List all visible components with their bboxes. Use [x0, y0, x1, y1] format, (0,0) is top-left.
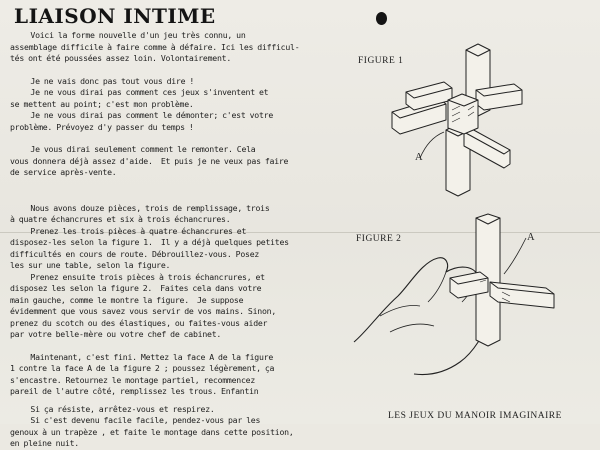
text-line: pareil de l'autre côté, remplissez les trous. Enfantin: [10, 386, 259, 396]
text-line: Prenez les trois pièces à quatre échancrures et: [10, 225, 247, 236]
publisher-footer: LES JEUX DU MANOIR IMAGINAIRE: [388, 411, 562, 421]
text-line: main gauche, comme le montre la figure. Je suppose: [10, 294, 244, 305]
paragraph-pieces: [10, 203, 305, 341]
text-line: Je ne vous dirai pas comment ces jeux s'inventent et: [10, 87, 269, 97]
text-line: vous donnera déjà assez d'aide. Et puis je ne veux pas faire: [10, 155, 289, 166]
text-line: Je ne vous dirai pas comment le démonter; c'est votre: [10, 110, 273, 120]
text-line: à quatre échancrures et six à trois échancrures.: [10, 214, 231, 224]
text-line: genoux à un trapèze , et faite le montage dans cette position,: [10, 426, 294, 437]
text-line: prenez du scotch ou des élastiques, ou faites-vous aider: [10, 317, 268, 328]
text-line: difficultés en cours de route. Débrouillez-vous. Posez: [10, 248, 260, 259]
figure-2-hand-drawing: [350, 212, 560, 382]
figure-2-label: FIGURE 2: [356, 234, 402, 244]
text-line: Je ne vais donc pas tout vous dire !: [10, 75, 195, 86]
paragraph-finish: [10, 352, 305, 398]
text-line: disposez les selon la figure 2. Faites cela dans votre: [10, 283, 262, 293]
paragraph-secrets: [10, 76, 305, 134]
text-line: par votre belle-mère ou votre chef de cabinet.: [10, 329, 222, 339]
instructions-text: [10, 30, 305, 450]
text-line: tés ont été poussées assez loin. Volontairement.: [10, 53, 232, 63]
punch-hole: [376, 12, 387, 25]
figure-1-face-marker: A: [415, 152, 423, 163]
text-line: Si ça résiste, arrêtez-vous et respirez.: [10, 403, 215, 414]
text-line: les sur une table, selon la figure.: [10, 260, 171, 270]
text-line: Je vous dirai seulement comment le remonter. Cela: [10, 144, 256, 154]
text-line: en pleine nuit.: [10, 438, 79, 448]
text-line: de service après-vente.: [10, 167, 117, 177]
paragraph-closing: [10, 404, 305, 450]
document-title: LIAISON INTIME: [14, 4, 216, 28]
text-line: évidemment que vous savez vous servir de vos mains. Sinon,: [10, 306, 276, 316]
text-line: Voici la forme nouvelle d'un jeu très connu, un: [10, 30, 246, 40]
text-line: se mettent au point; c'est mon problème.: [10, 98, 194, 109]
figure-1-puzzle-drawing: [386, 40, 526, 200]
text-line: Prenez ensuite trois pièces à trois échancrures, et: [10, 271, 265, 282]
text-line: Si c'est devenu facile facile, pendez-vous par les: [10, 415, 261, 425]
paragraph-intro: [10, 30, 305, 65]
text-line: s'encastre. Retournez le montage partiel, recommencez: [10, 374, 256, 385]
figure-1-label: FIGURE 1: [358, 56, 404, 66]
text-line: disposez-les selon la figure 1. Il y a déjà quelques petites: [10, 237, 289, 247]
text-line: Maintenant, c'est fini. Mettez la face A de la figure: [10, 351, 273, 362]
text-line: assemblage difficile à faire comme à défaire. Ici les difficul-: [10, 41, 300, 52]
center-block: [448, 94, 478, 134]
text-line: problème. Prévoyez d'y passer du temps !: [10, 121, 194, 132]
paragraph-remount: [10, 144, 305, 179]
text-line: 1 contre la face A de la figure 2 ; poussez légèrement, ça: [10, 363, 275, 373]
text-line: Nous avons douze pièces, trois de remplissage, trois: [10, 202, 270, 213]
stick: [464, 128, 510, 168]
figure-2-face-marker: A: [527, 232, 535, 243]
